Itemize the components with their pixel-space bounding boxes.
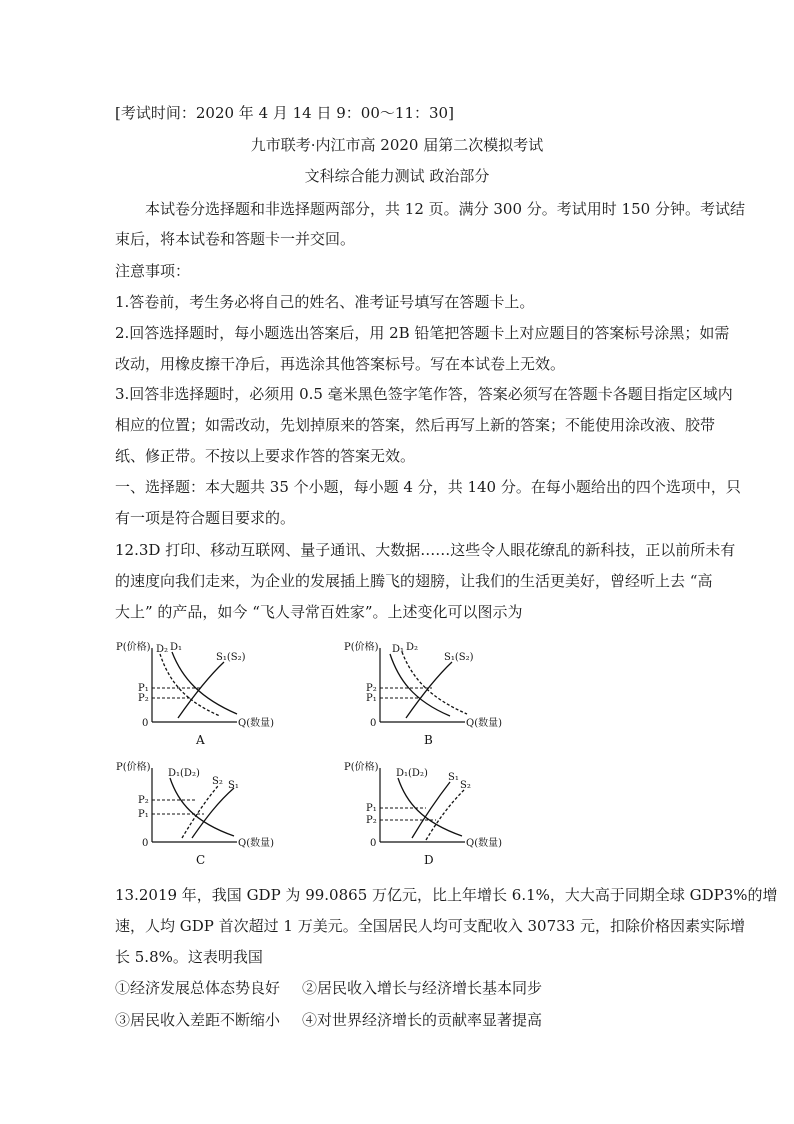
curve-label: D₂ (406, 642, 419, 653)
q12-line-2: 的速度向我们走来，为企业的发展插上腾飞的翅膀，让我们的生活更美好，曾经听上去 “高 (115, 572, 713, 590)
origin-label: 0 (370, 718, 377, 729)
curve-label: S₁(S₂) (444, 652, 474, 663)
section-1-line-1: 一、选择题：本大题共 35 个小题，每小题 4 分，共 140 分。在每小题给出的四个选项中，只 (115, 478, 741, 496)
note-3-line-1: 3.回答非选择题时，必须用 0.5 毫米黑色签字笔作答，答案必须写在答题卡各题目指定区域内 (115, 385, 733, 403)
q13-option-1: ①经济发展总体态势良好 (115, 979, 281, 997)
q13-option-2: ②居民收入增长与经济增长基本同步 (302, 979, 543, 997)
y-axis-label: P(价格) (116, 642, 151, 653)
notes-heading: 注意事项： (115, 262, 191, 280)
x-axis-label: Q(数量) (466, 838, 503, 849)
q13-option-4: ④对世界经济增长的贡献率显著提高 (302, 1011, 543, 1029)
q13-option-3: ③居民收入差距不断缩小 (115, 1011, 281, 1029)
exam-title: 九市联考·内江市高 2020 届第二次模拟考试 (250, 136, 544, 154)
note-3-line-3: 纸、修正带。不按以上要求作答的答案无效。 (115, 447, 416, 465)
graph-caption: D (424, 853, 434, 867)
x-axis-label: Q(数量) (238, 838, 275, 849)
price-label: P₁ (366, 803, 377, 814)
curve-label: S₂ (212, 776, 223, 787)
x-axis-label: Q(数量) (238, 718, 275, 729)
graph-caption: B (424, 733, 433, 747)
price-label: P₁ (366, 693, 377, 704)
q12-line-1: 12.3D 打印、移动互联网、量子通讯、大数据……这些令人眼花缭乱的新科技，正以前所未有 (115, 541, 736, 559)
q13-line-3: 长 5.8%。这表明我国 (115, 948, 263, 966)
intro-line-2: 束后，将本试卷和答题卡一并交回。 (115, 230, 356, 248)
graph-d (340, 758, 540, 868)
graph-caption: C (196, 853, 206, 867)
q12-line-3: 大上” 的产品，如今 “飞人寻常百姓家”。上述变化可以图示为 (115, 603, 523, 621)
curve-label: S₁ (448, 772, 459, 783)
curve-label: D₁(D₂) (168, 768, 200, 779)
price-label: P₂ (366, 683, 377, 694)
note-1: 1.答卷前，考生务必将自己的姓名、准考证号填写在答题卡上。 (115, 293, 535, 311)
graph-caption: A (196, 733, 205, 747)
curve-label: D₁(D₂) (396, 768, 428, 779)
price-label: P₁ (138, 809, 149, 820)
price-label: P₂ (138, 693, 149, 704)
curve-label: S₁ (228, 780, 239, 791)
x-axis-label: Q(数量) (466, 718, 503, 729)
y-axis-label: P(价格) (344, 642, 379, 653)
section-1-line-2: 有一项是符合题目要求的。 (115, 509, 296, 527)
curve-label: D₁ (392, 644, 405, 655)
q13-line-1: 13.2019 年，我国 GDP 为 99.0865 万亿元，比上年增长 6.1%，大大高于同期全球 GDP3%的增 (115, 886, 778, 904)
note-2-line-1: 2.回答选择题时，每小题选出答案后，用 2B 铅笔把答题卡上对应题目的答案标号涂黑；如需 (115, 324, 730, 342)
curve-label: S₂ (460, 780, 471, 791)
curve-label: D₁ (170, 642, 183, 653)
origin-label: 0 (370, 838, 377, 849)
graph-c (112, 758, 312, 868)
graph-b (340, 638, 540, 748)
note-2-line-2: 改动，用橡皮擦干净后，再选涂其他答案标号。写在本试卷上无效。 (115, 355, 566, 373)
price-label: P₁ (138, 683, 149, 694)
origin-label: 0 (142, 718, 149, 729)
note-3-line-2: 相应的位置；如需改动，先划掉原来的答案，然后再写上新的答案；不能使用涂改液、胶带 (115, 416, 716, 434)
exam-time: [考试时间：2020 年 4 月 14 日 9：00～11：30] (115, 104, 454, 122)
curve-label: S₁(S₂) (216, 652, 246, 663)
y-axis-label: P(价格) (344, 762, 379, 773)
price-label: P₂ (366, 815, 377, 826)
q13-line-2: 速，人均 GDP 首次超过 1 万美元。全国居民人均可支配收入 30733 元，扣除价格因素实际增 (115, 917, 745, 935)
y-axis-label: P(价格) (116, 762, 151, 773)
origin-label: 0 (142, 838, 149, 849)
curve-label: D₂ (156, 644, 169, 655)
graph-a (112, 638, 312, 748)
price-label: P₂ (138, 795, 149, 806)
exam-subtitle: 文科综合能力测试 政治部分 (304, 167, 490, 185)
intro-line-1: 本试卷分选择题和非选择题两部分，共 12 页。满分 300 分。考试用时 150 分钟。考试结 (145, 200, 745, 218)
